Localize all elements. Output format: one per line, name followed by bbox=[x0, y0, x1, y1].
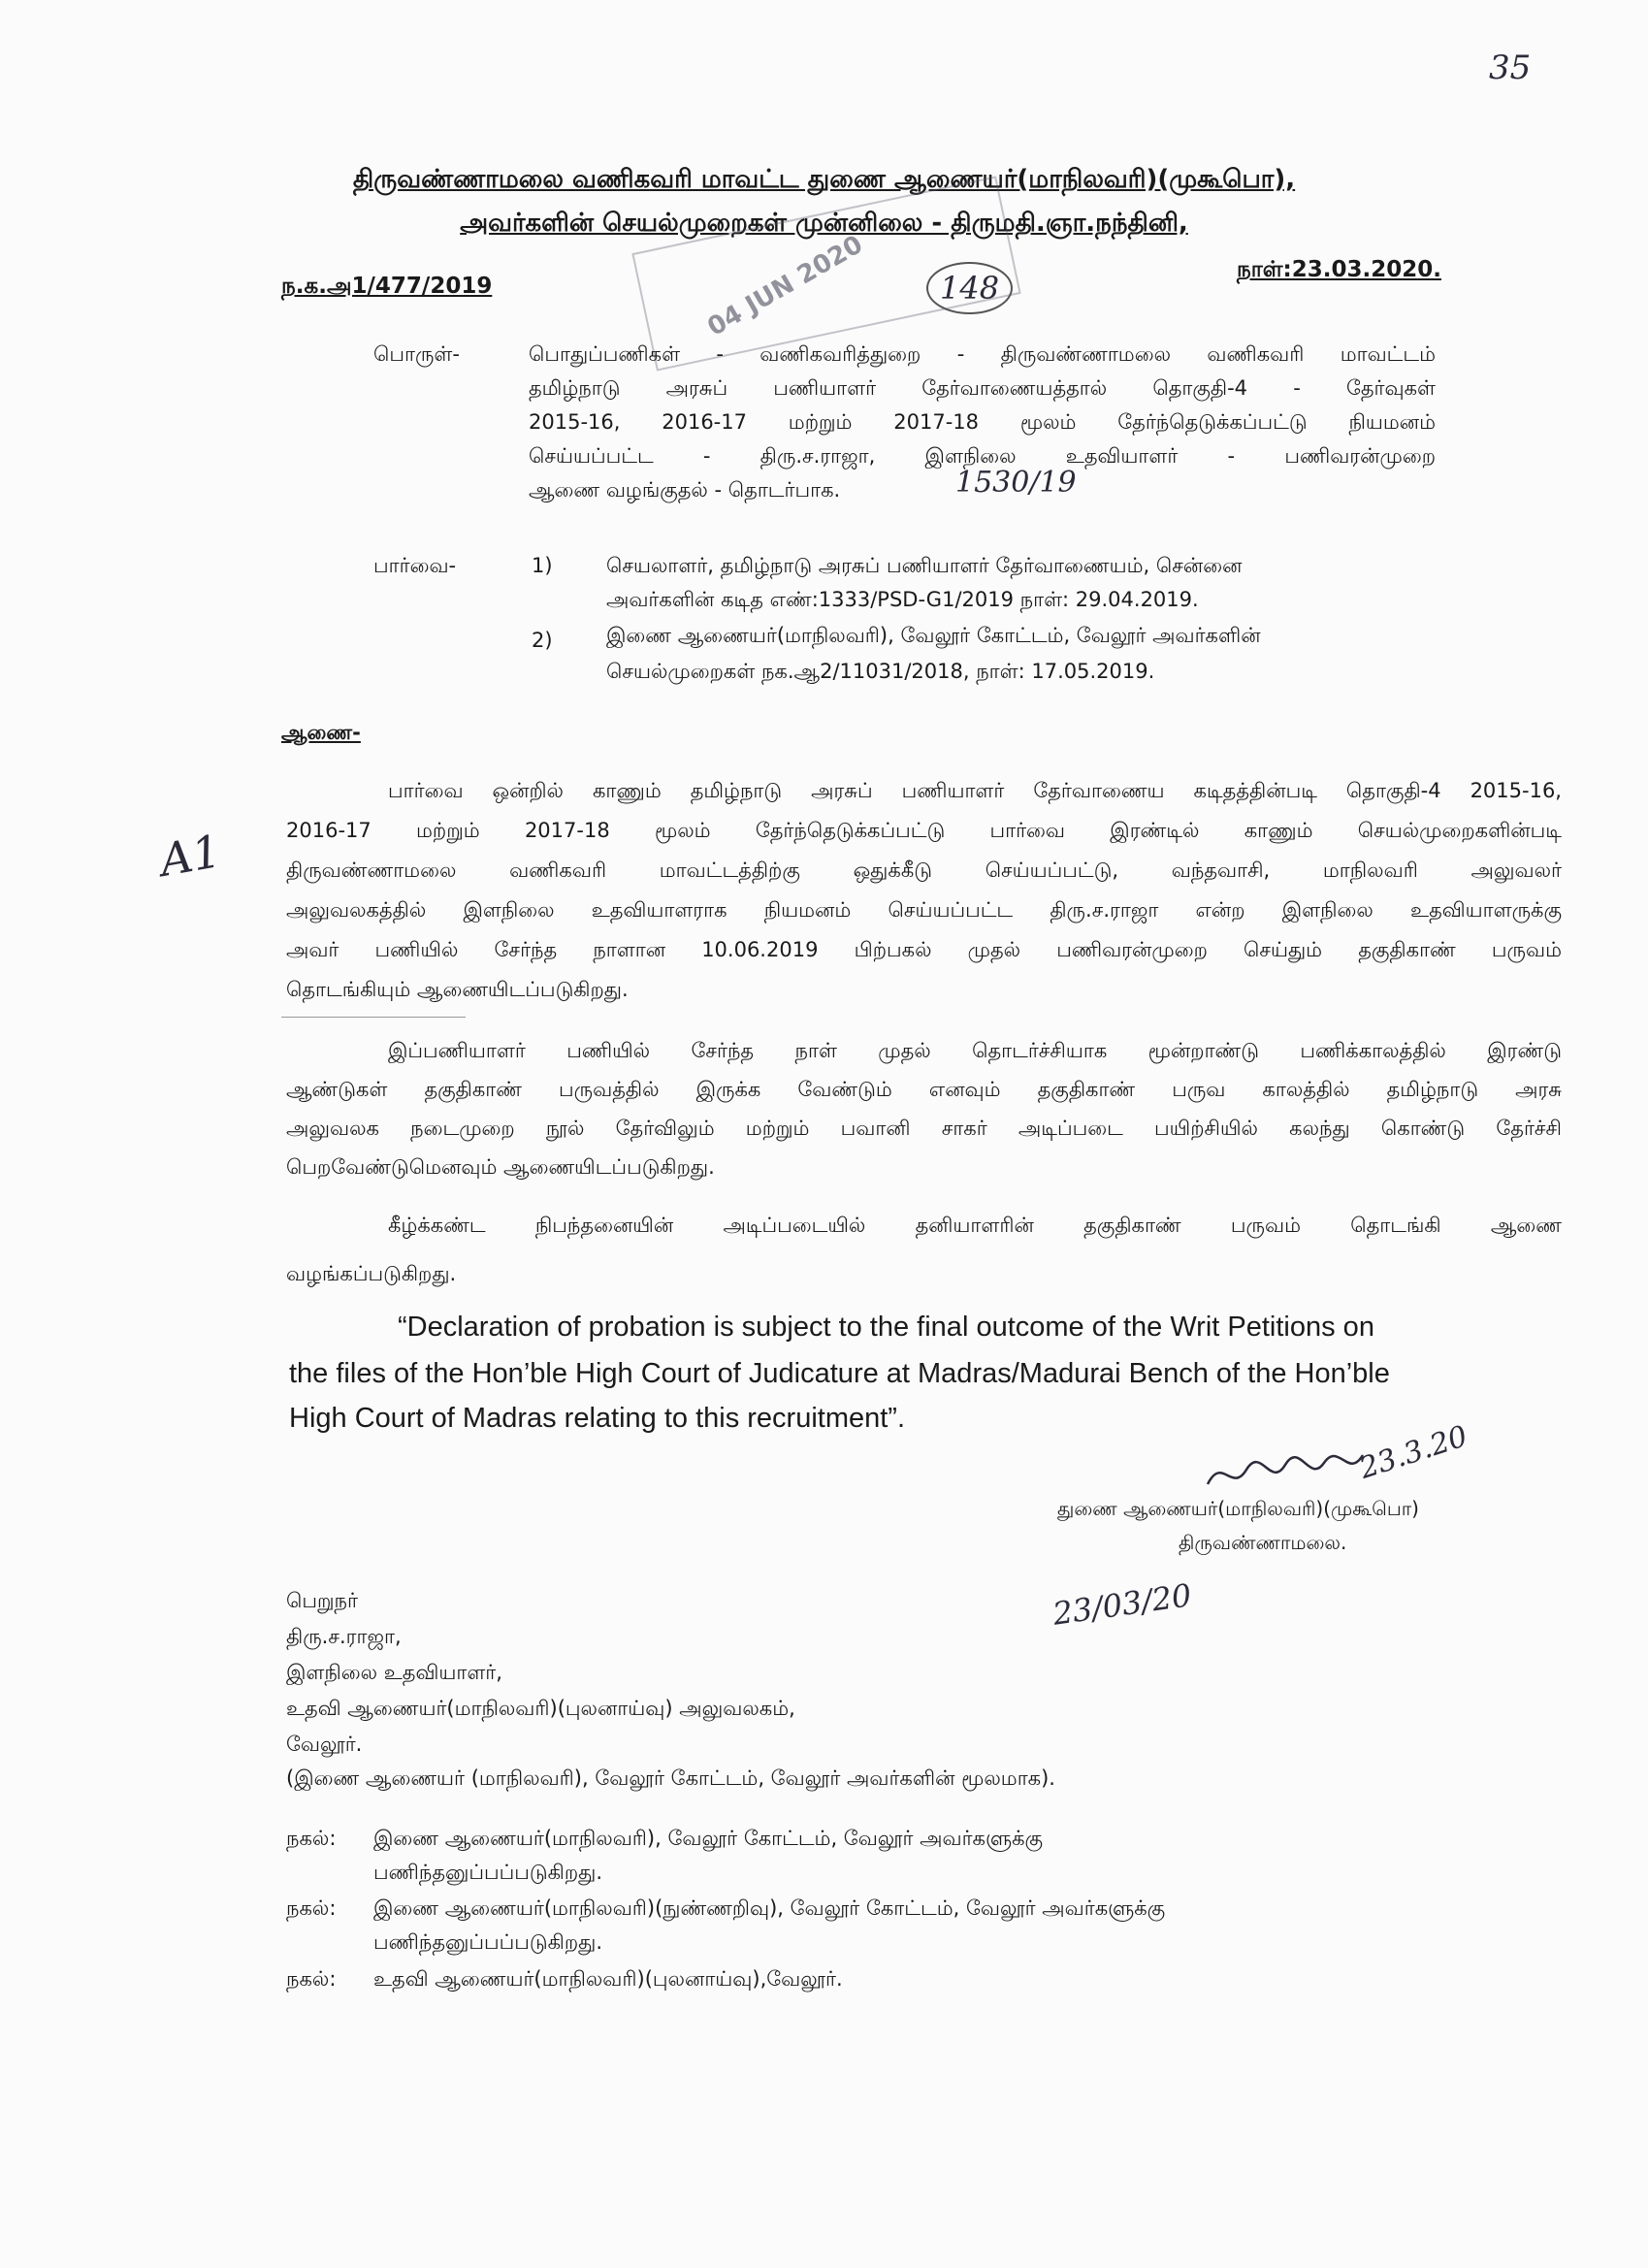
reference-number-1: 1) bbox=[532, 554, 553, 577]
reference-line: இணை ஆணையர்(மாநிலவரி), வேலூர் கோட்டம், வேலூர் அவர்களின் bbox=[606, 624, 1261, 647]
subject-line: 2015-16, 2016-17 மற்றும் 2017-18 மூலம் தேர்ந்தெடுக்கப்பட்டு நியமனம் bbox=[529, 410, 1436, 434]
paragraph-line: அவர் பணியில் சேர்ந்த நாளான 10.06.2019 பிற்பகல் முதல் பணிவரன்முறை செய்தும் தகுதிகாண் பருவம் bbox=[286, 938, 1562, 961]
paragraph-line: கீழ்க்கண்ட நிபந்தனையின் அடிப்படையில் தனியாளரின் தகுதிகாண் பருவம் தொடங்கி ஆணை bbox=[388, 1214, 1562, 1237]
document-title-line2: அவர்களின் செயல்முறைகள் முன்னிலை - திருமதி.ஞா.நந்தினி, bbox=[460, 209, 1188, 238]
declaration-line: High Court of Madras relating to this recruitment”. bbox=[289, 1403, 906, 1434]
paragraph-line: அலுவலக நடைமுறை நூல் தேர்விலும் மற்றும் பவானி சாகர் அடிப்படை பயிற்சியில் கலந்து கொண்டு தேர்ச்சி bbox=[286, 1117, 1562, 1140]
subject-handwritten-note: 1530/19 bbox=[955, 466, 1077, 500]
subject-line: செய்யப்பட்ட - திரு.ச.ராஜா, இளநிலை உதவியாளர் - பணிவரன்முறை bbox=[529, 444, 1436, 468]
order-label: ஆணை- bbox=[281, 721, 361, 744]
subject-line: தமிழ்நாடு அரசுப் பணியாளர் தேர்வாணையத்தால் தொகுதி-4 - தேர்வுகள் bbox=[529, 376, 1436, 400]
paragraph-line: திருவண்ணாமலை வணிகவரி மாவட்டத்திற்கு ஒதுக்கீடு செய்யப்பட்டு, வந்தவாசி, மாநிலவரி அலுவலர் bbox=[286, 859, 1562, 882]
copy-label: நகல்: bbox=[286, 1896, 337, 1920]
copy-line: இணை ஆணையர்(மாநிலவரி)(நுண்ணறிவு), வேலூர் கோட்டம், வேலூர் அவர்களுக்கு bbox=[373, 1896, 1166, 1920]
recipient-label: பெறுநர் bbox=[286, 1589, 358, 1612]
stamp-number: 148 bbox=[926, 262, 1013, 314]
stamp-date: 04 JUN 2020 bbox=[702, 230, 868, 342]
document-title-line1: திருவண்ணாமலை வணிகவரி மாவட்ட துணை ஆணையர்(மாநிலவரி)(முகூபொ), bbox=[352, 165, 1296, 194]
declaration-line: “Declaration of probation is subject to the final outcome of the Writ Petitions on bbox=[398, 1312, 1374, 1343]
margin-note: A1 bbox=[155, 824, 225, 888]
subject-label: பொருள்- bbox=[373, 342, 460, 366]
copy-label: நகல்: bbox=[286, 1967, 337, 1991]
receipt-handwritten-date: 23/03/20 bbox=[1050, 1576, 1194, 1633]
paragraph-line: பெறவேண்டுமெனவும் ஆணையிடப்படுகிறது. bbox=[286, 1155, 715, 1179]
copy-line: இணை ஆணையர்(மாநிலவரி), வேலூர் கோட்டம், வேலூர் அவர்களுக்கு bbox=[373, 1827, 1044, 1850]
reference-line: செயல்முறைகள் நக.ஆ2/11031/2018, நாள்: 17.05.2019. bbox=[606, 660, 1155, 683]
divider bbox=[281, 1017, 466, 1018]
copy-line: பணிந்தனுப்பப்படுகிறது. bbox=[373, 1861, 603, 1884]
paragraph-line: வழங்கப்படுகிறது. bbox=[286, 1262, 457, 1285]
paragraph-line: பார்வை ஒன்றில் காணும் தமிழ்நாடு அரசுப் பணியாளர் தேர்வாணைய கடிதத்தின்படி தொகுதி-4 2015-16, bbox=[388, 779, 1562, 802]
paragraph-line: அலுவலகத்தில் இளநிலை உதவியாளராக நியமனம் செய்யப்பட்ட திரு.ச.ராஜா என்ற இளநிலை உதவியாளருக்கு bbox=[286, 898, 1562, 922]
document-date: நாள்:23.03.2020. bbox=[1237, 257, 1441, 282]
recipient-line: இளநிலை உதவியாளர், bbox=[286, 1661, 502, 1684]
copy-line: உதவி ஆணையர்(மாநிலவரி)(புலனாய்வு),வேலூர். bbox=[373, 1967, 843, 1991]
subject-line: பொதுப்பணிகள் - வணிகவரித்துறை - திருவண்ணாமலை வணிகவரி மாவட்டம் bbox=[529, 342, 1436, 366]
page-number-handwritten: 35 bbox=[1489, 49, 1532, 87]
declaration-line: the files of the Hon’ble High Court of Judicature at Madras/Madurai Bench of the Hon’ble bbox=[289, 1358, 1390, 1389]
signatory-designation: துணை ஆணையர்(மாநிலவரி)(முகூபொ) bbox=[1057, 1497, 1419, 1520]
recipient-line: (இணை ஆணையர் (மாநிலவரி), வேலூர் கோட்டம், வேலூர் அவர்களின் மூலமாக). bbox=[286, 1766, 1055, 1790]
reference-number: ந.க.அ1/477/2019 bbox=[281, 274, 493, 299]
recipient-line: உதவி ஆணையர்(மாநிலவரி)(புலனாய்வு) அலுவலகம், bbox=[286, 1697, 795, 1720]
references-label: பார்வை- bbox=[373, 554, 457, 577]
paragraph-line: 2016-17 மற்றும் 2017-18 மூலம் தேர்ந்தெடுக்கப்பட்டு பார்வை இரண்டில் காணும் செயல்முறைகளின்படி bbox=[286, 819, 1562, 842]
copy-line: பணிந்தனுப்பப்படுகிறது. bbox=[373, 1930, 603, 1954]
reference-number-2: 2) bbox=[532, 629, 553, 652]
reference-line: செயலாளர், தமிழ்நாடு அரசுப் பணியாளர் தேர்வாணையம், சென்னை bbox=[606, 554, 1243, 577]
signatory-place: திருவண்ணாமலை. bbox=[1179, 1531, 1347, 1554]
recipient-line: வேலூர். bbox=[286, 1733, 363, 1756]
paragraph-line: தொடங்கியும் ஆணையிடப்படுகிறது. bbox=[286, 978, 629, 1001]
reference-line: அவர்களின் கடித எண்:1333/PSD-G1/2019 நாள்: 29.04.2019. bbox=[606, 588, 1199, 611]
recipient-line: திரு.ச.ராஜா, bbox=[286, 1625, 402, 1648]
paragraph-line: ஆண்டுகள் தகுதிகாண் பருவத்தில் இருக்க வேண்டும் எனவும் தகுதிகாண் பருவ காலத்தில் தமிழ்நாடு அரசு bbox=[286, 1078, 1562, 1101]
signature-date: 23.3.20 bbox=[1355, 1419, 1472, 1486]
copy-label: நகல்: bbox=[286, 1827, 337, 1850]
subject-line: ஆணை வழங்குதல் - தொடர்பாக. bbox=[529, 478, 841, 502]
paragraph-line: இப்பணியாளர் பணியில் சேர்ந்த நாள் முதல் தொடர்ச்சியாக மூன்றாண்டு பணிக்காலத்தில் இரண்டு bbox=[388, 1039, 1562, 1062]
